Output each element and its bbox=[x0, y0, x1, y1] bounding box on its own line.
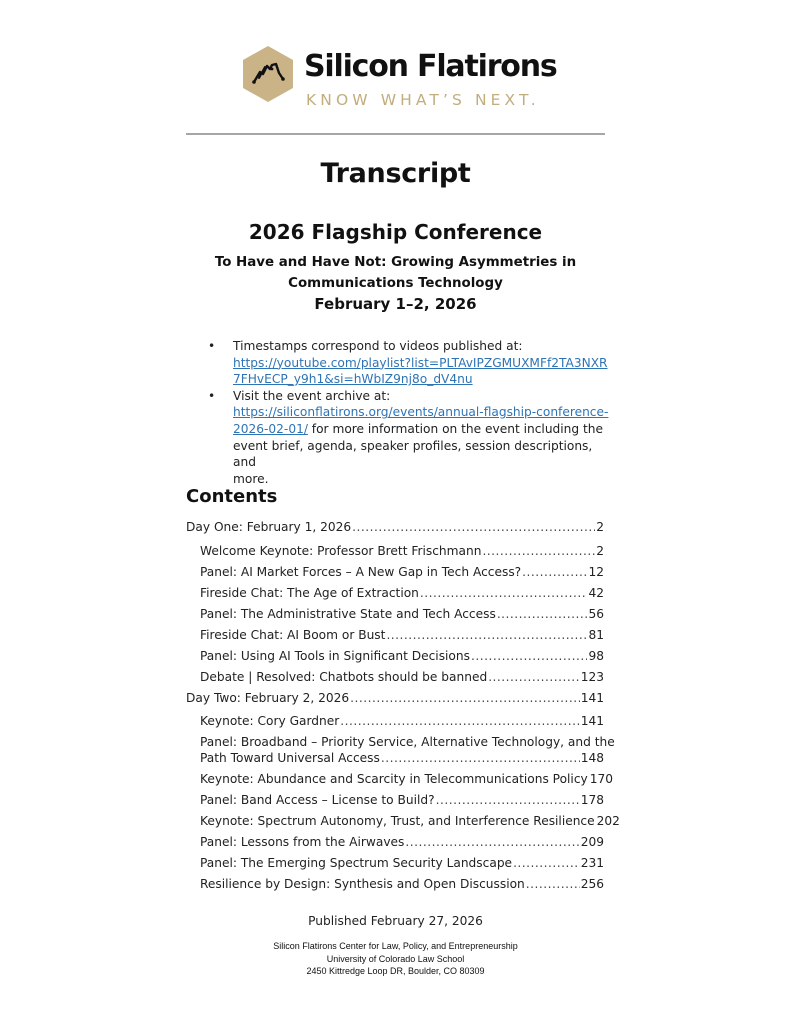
toc-entry-day-one[interactable] bbox=[186, 519, 604, 535]
toc-label: Panel: Lessons from the Airwaves bbox=[200, 835, 405, 849]
silicon-flatirons-logo bbox=[242, 45, 557, 115]
toc-page: 178 bbox=[580, 793, 604, 807]
toc-label: Day Two: February 2, 2026 bbox=[186, 690, 350, 705]
toc-page: 148 bbox=[580, 751, 604, 765]
toc-page: 209 bbox=[580, 835, 604, 849]
note-timestamps bbox=[206, 338, 616, 388]
toc-leader bbox=[381, 750, 580, 766]
toc-leader bbox=[482, 543, 595, 559]
toc-entry[interactable] bbox=[186, 713, 604, 729]
toc-leader bbox=[471, 648, 588, 664]
toc-entry[interactable] bbox=[186, 834, 604, 850]
note-text: Visit the event archive at: bbox=[233, 388, 391, 403]
mountain-hexagon-icon bbox=[242, 45, 294, 103]
toc-leader bbox=[488, 669, 580, 685]
toc-entry[interactable] bbox=[186, 813, 620, 829]
toc-leader bbox=[405, 834, 579, 850]
toc-leader bbox=[386, 627, 587, 643]
note-text: more. bbox=[233, 471, 269, 486]
toc-label: Path Toward Universal Access bbox=[200, 751, 380, 765]
logo-tagline: KNOW WHAT’S NEXT. bbox=[306, 91, 540, 109]
toc-label: Panel: AI Market Forces – A New Gap in Tech Access? bbox=[200, 564, 522, 579]
toc-leader bbox=[522, 564, 587, 580]
toc-entry[interactable] bbox=[186, 648, 604, 664]
toc-label: Debate | Resolved: Chatbots should be banned bbox=[200, 669, 488, 684]
notes-list bbox=[206, 338, 616, 487]
theme-line: Communications Technology bbox=[288, 276, 503, 291]
toc-page: 256 bbox=[580, 877, 604, 891]
toc-page: 170 bbox=[589, 772, 613, 786]
contents-heading: Contents bbox=[186, 486, 278, 507]
toc-label: Panel: The Administrative State and Tech Access bbox=[200, 606, 496, 621]
toc-entry[interactable] bbox=[186, 564, 604, 580]
logo-wordmark: Silicon Flatirons bbox=[304, 49, 557, 84]
toc-label: Panel: The Emerging Spectrum Security Landscape bbox=[200, 856, 513, 870]
conference-theme bbox=[0, 252, 791, 294]
conference-dates: February 1–2, 2026 bbox=[314, 295, 477, 313]
toc-entry[interactable] bbox=[186, 543, 604, 559]
toc-label: Keynote: Cory Gardner bbox=[200, 714, 340, 728]
toc-page: 98 bbox=[588, 648, 604, 663]
footer-address: 2450 Kittredge Loop DR, Boulder, CO 80309 bbox=[306, 966, 485, 976]
toc-entry[interactable] bbox=[186, 606, 604, 622]
toc-entry[interactable] bbox=[186, 627, 604, 643]
note-archive bbox=[206, 388, 616, 488]
toc-page: 42 bbox=[588, 585, 604, 600]
toc-label: Fireside Chat: The Age of Extraction bbox=[200, 585, 419, 600]
toc-leader bbox=[352, 519, 595, 535]
toc-page: 231 bbox=[580, 856, 604, 870]
toc-leader bbox=[526, 876, 580, 892]
toc-entry[interactable] bbox=[186, 669, 604, 685]
toc-entry[interactable] bbox=[186, 876, 604, 892]
theme-line: To Have and Have Not: Growing Asymmetries in bbox=[214, 255, 577, 270]
toc-label: Day One: February 1, 2026 bbox=[186, 520, 352, 534]
toc-leader bbox=[513, 855, 580, 871]
toc-label: Panel: Broadband – Priority Service, Alternative Technology, and the bbox=[200, 735, 615, 749]
toc-leader bbox=[350, 690, 580, 706]
toc-label: Welcome Keynote: Professor Brett Frischmann bbox=[200, 543, 482, 558]
toc-label: Keynote: Abundance and Scarcity in Telecommunications Policy bbox=[200, 772, 588, 786]
header-divider bbox=[186, 133, 605, 135]
footer-org: Silicon Flatirons Center for Law, Policy, and Entrepreneurship bbox=[273, 941, 518, 951]
toc-entry[interactable] bbox=[186, 585, 604, 601]
toc-label: Keynote: Spectrum Autonomy, Trust, and Interference Resilience bbox=[200, 814, 595, 828]
toc-entry[interactable] bbox=[186, 792, 604, 808]
footer-address-block bbox=[0, 940, 791, 978]
note-text: event brief, agenda, speaker profiles, session descriptions, and bbox=[233, 438, 593, 470]
link-line: 2026-02-01/ bbox=[233, 421, 308, 436]
note-text: Timestamps correspond to videos published at: bbox=[233, 339, 523, 353]
toc-page: 2 bbox=[596, 543, 604, 558]
toc-leader bbox=[420, 585, 588, 601]
toc-page: 56 bbox=[588, 606, 604, 621]
link-line: 7FHvECP_y9h1&si=hWbIZ9nj8o_dV4nu bbox=[233, 372, 473, 387]
toc-entry[interactable] bbox=[186, 855, 604, 871]
toc-page: 123 bbox=[580, 669, 604, 684]
toc-label: Panel: Band Access – License to Build? bbox=[200, 793, 435, 807]
bullet-icon: • bbox=[208, 388, 216, 403]
toc-page: 2 bbox=[596, 520, 604, 534]
toc-leader bbox=[497, 606, 588, 622]
toc-entry-line bbox=[200, 750, 604, 766]
link-line: https://youtube.com/playlist?list=PLTAvIPZGMUXMFf2TA3NXR bbox=[233, 355, 608, 370]
toc-page: 81 bbox=[588, 627, 604, 642]
toc-leader bbox=[436, 792, 580, 808]
toc-label: Panel: Using AI Tools in Significant Decisions bbox=[200, 648, 470, 663]
page-title: Transcript bbox=[320, 158, 471, 189]
toc-page: 141 bbox=[580, 714, 604, 728]
toc-entry[interactable] bbox=[186, 771, 613, 787]
toc-page: 202 bbox=[596, 814, 620, 828]
conference-title: 2026 Flagship Conference bbox=[248, 220, 543, 244]
youtube-playlist-link[interactable] bbox=[233, 356, 608, 387]
toc-entry-broadband[interactable] bbox=[186, 734, 615, 766]
table-of-contents bbox=[186, 519, 620, 897]
note-text: for more information on the event including the bbox=[307, 421, 603, 436]
bullet-icon: • bbox=[208, 339, 216, 353]
toc-page: 141 bbox=[580, 690, 604, 705]
toc-leader bbox=[340, 713, 579, 729]
toc-page: 12 bbox=[588, 564, 604, 579]
toc-entry-day-two[interactable] bbox=[186, 690, 604, 706]
footer-school: University of Colorado Law School bbox=[326, 953, 465, 964]
published-date: Published February 27, 2026 bbox=[308, 914, 483, 928]
link-line: https://siliconflatirons.org/events/annual-flagship-conference- bbox=[233, 405, 609, 420]
toc-label: Resilience by Design: Synthesis and Open Discussion bbox=[200, 877, 525, 891]
toc-label: Fireside Chat: AI Boom or Bust bbox=[200, 627, 386, 642]
